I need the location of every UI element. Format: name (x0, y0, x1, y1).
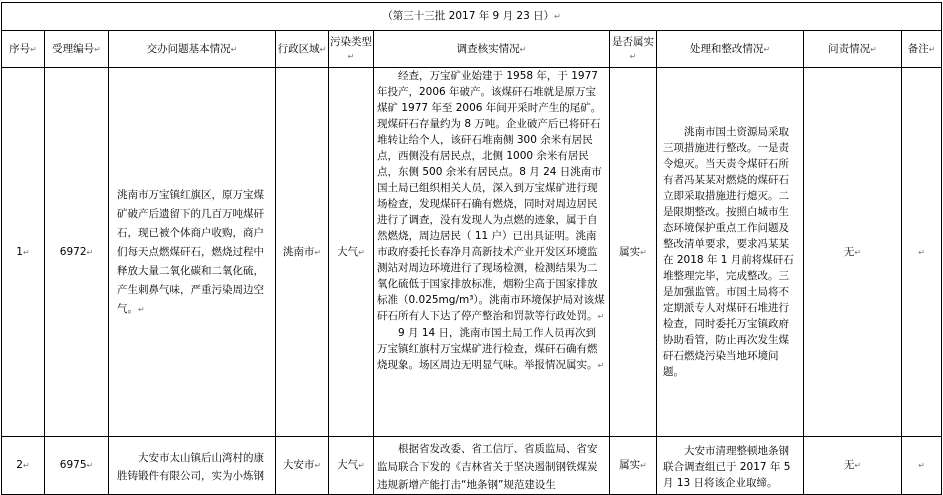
header-investigation: 调查核实情况↵ (374, 31, 610, 68)
header-accountability: 问责情况↵ (804, 31, 902, 68)
header-case-no: 受理编号↵ (45, 31, 109, 68)
report-table (1, 2, 942, 495)
investigation-paragraph: 经查，万宝矿业始建于 1958 年，于 1977 年投产，2006 年破产。该煤矸石堆就是原万宝煤矿 1977 年至 2006 年间开采时产生的尾矿。现煤矸石存量约为 8 万吨。企业破产后已将矸石堆转让给个人，该矸石堆南侧 300 余米有居民点，西侧没有居民点，北侧 1000 余米有居民点，东侧 500 余米有居民点。8 月 24 日洮南市国土局已组织相关人员，深入到万宝煤矿进行现场检查，发现煤矸石确有燃烧，同时对周边居民进行了调查，没有发现人为点燃的迹象，属于自然燃烧，周边居民（ 11 户）已出具证明。洮南市政府委托长春净月高新技术产业开发区环境监测站对周边环境进行了现场检测，检测结果为二氧化硫低于国家排放标准，烟粉尘高于国家排放标准（0.025mg/m³）。洮南市环境保护局对该煤矸石所有人下达了停产整治和罚款等行政处罚。↵ (377, 70, 605, 322)
table-row (2, 68, 942, 437)
row-investigation (374, 68, 610, 437)
row-handling: 大安市清理整顿地条钢联合调查组已于 2017 年 5 月 13 日将该企业取缔。 (657, 437, 804, 495)
row-seq: 1↵ (2, 68, 45, 437)
row-seq: 2↵ (2, 437, 45, 495)
header-handling: 处理和整改情况↵ (657, 31, 804, 68)
row-verified: 属实↵ (610, 68, 657, 437)
title-row (2, 3, 942, 31)
row-accountability: 无↵ (804, 68, 902, 437)
table-row (2, 437, 942, 495)
row-case-no: 6975↵ (45, 437, 109, 495)
header-pollution: 污染类型↵ (329, 31, 374, 68)
row-issue: 洮南市万宝镇红旗区，原万宝煤矿破产后遗留下的几百万吨煤矸石，现已被个体商户收购，商户们每天点燃煤矸石，燃烧过程中释放大量二氧化碳和二氧化硫，产生刺鼻气味，严重污染周边空气。↵ (109, 68, 276, 437)
header-region: 行政区域↵ (276, 31, 329, 68)
header-row (2, 31, 942, 68)
row-issue: 大安市太山镇后山湾村的康胜铸锻件有限公司，实为小炼钢 (109, 437, 276, 495)
row-pollution: 大气↵ (329, 68, 374, 437)
row-region: 大安市↵ (276, 437, 329, 495)
row-handling: 洮南市国土资源局采取三项措施进行整改。一是责令熄灭。当天责令煤矸石所有者冯某某对燃烧的煤矸石立即采取措施进行熄灭。二是限期整改。按照白城市生态环境保护重点工作问题及整改清单要求，要求冯某某在 2018 年 1 月前将煤矸石堆整理完毕，完成整改。三是加强监管。市国土局将不定期派专人对煤矸石堆进行检查，同时委托万宝镇政府协助看管，防止再次发生煤矸石燃烧污染当地环境问题。 (657, 68, 804, 437)
header-remark: 备注↵ (902, 31, 942, 68)
header-seq: 序号↵ (2, 31, 45, 68)
header-issue: 交办问题基本情况↵ (109, 31, 276, 68)
row-remark: ↵ (902, 68, 942, 437)
row-remark: ↵ (902, 437, 942, 495)
investigation-paragraph: 9 月 14 日，洮南市国土局工作人员再次到万宝镇红旗村万宝煤矿进行检查，煤矸石确有燃烧现象。场区周边无明显气味。举报情况属实。↵ (377, 327, 605, 371)
header-verified: 是否属实↵ (610, 31, 657, 68)
row-region: 洮南市↵ (276, 68, 329, 437)
batch-title: （第三十三批 2017 年 9 月 23 日）↵ (2, 3, 942, 31)
row-verified: 属实↵ (610, 437, 657, 495)
row-accountability: 无↵ (804, 437, 902, 495)
row-investigation: 根据省发改委、省工信厅、省质监局、省安监局联合下发的《吉林省关于坚决遏制钢铁煤炭违规新增产能打击“地条钢”规范建设生 (374, 437, 610, 495)
row-case-no: 6972↵ (45, 68, 109, 437)
row-pollution: 大气↵ (329, 437, 374, 495)
